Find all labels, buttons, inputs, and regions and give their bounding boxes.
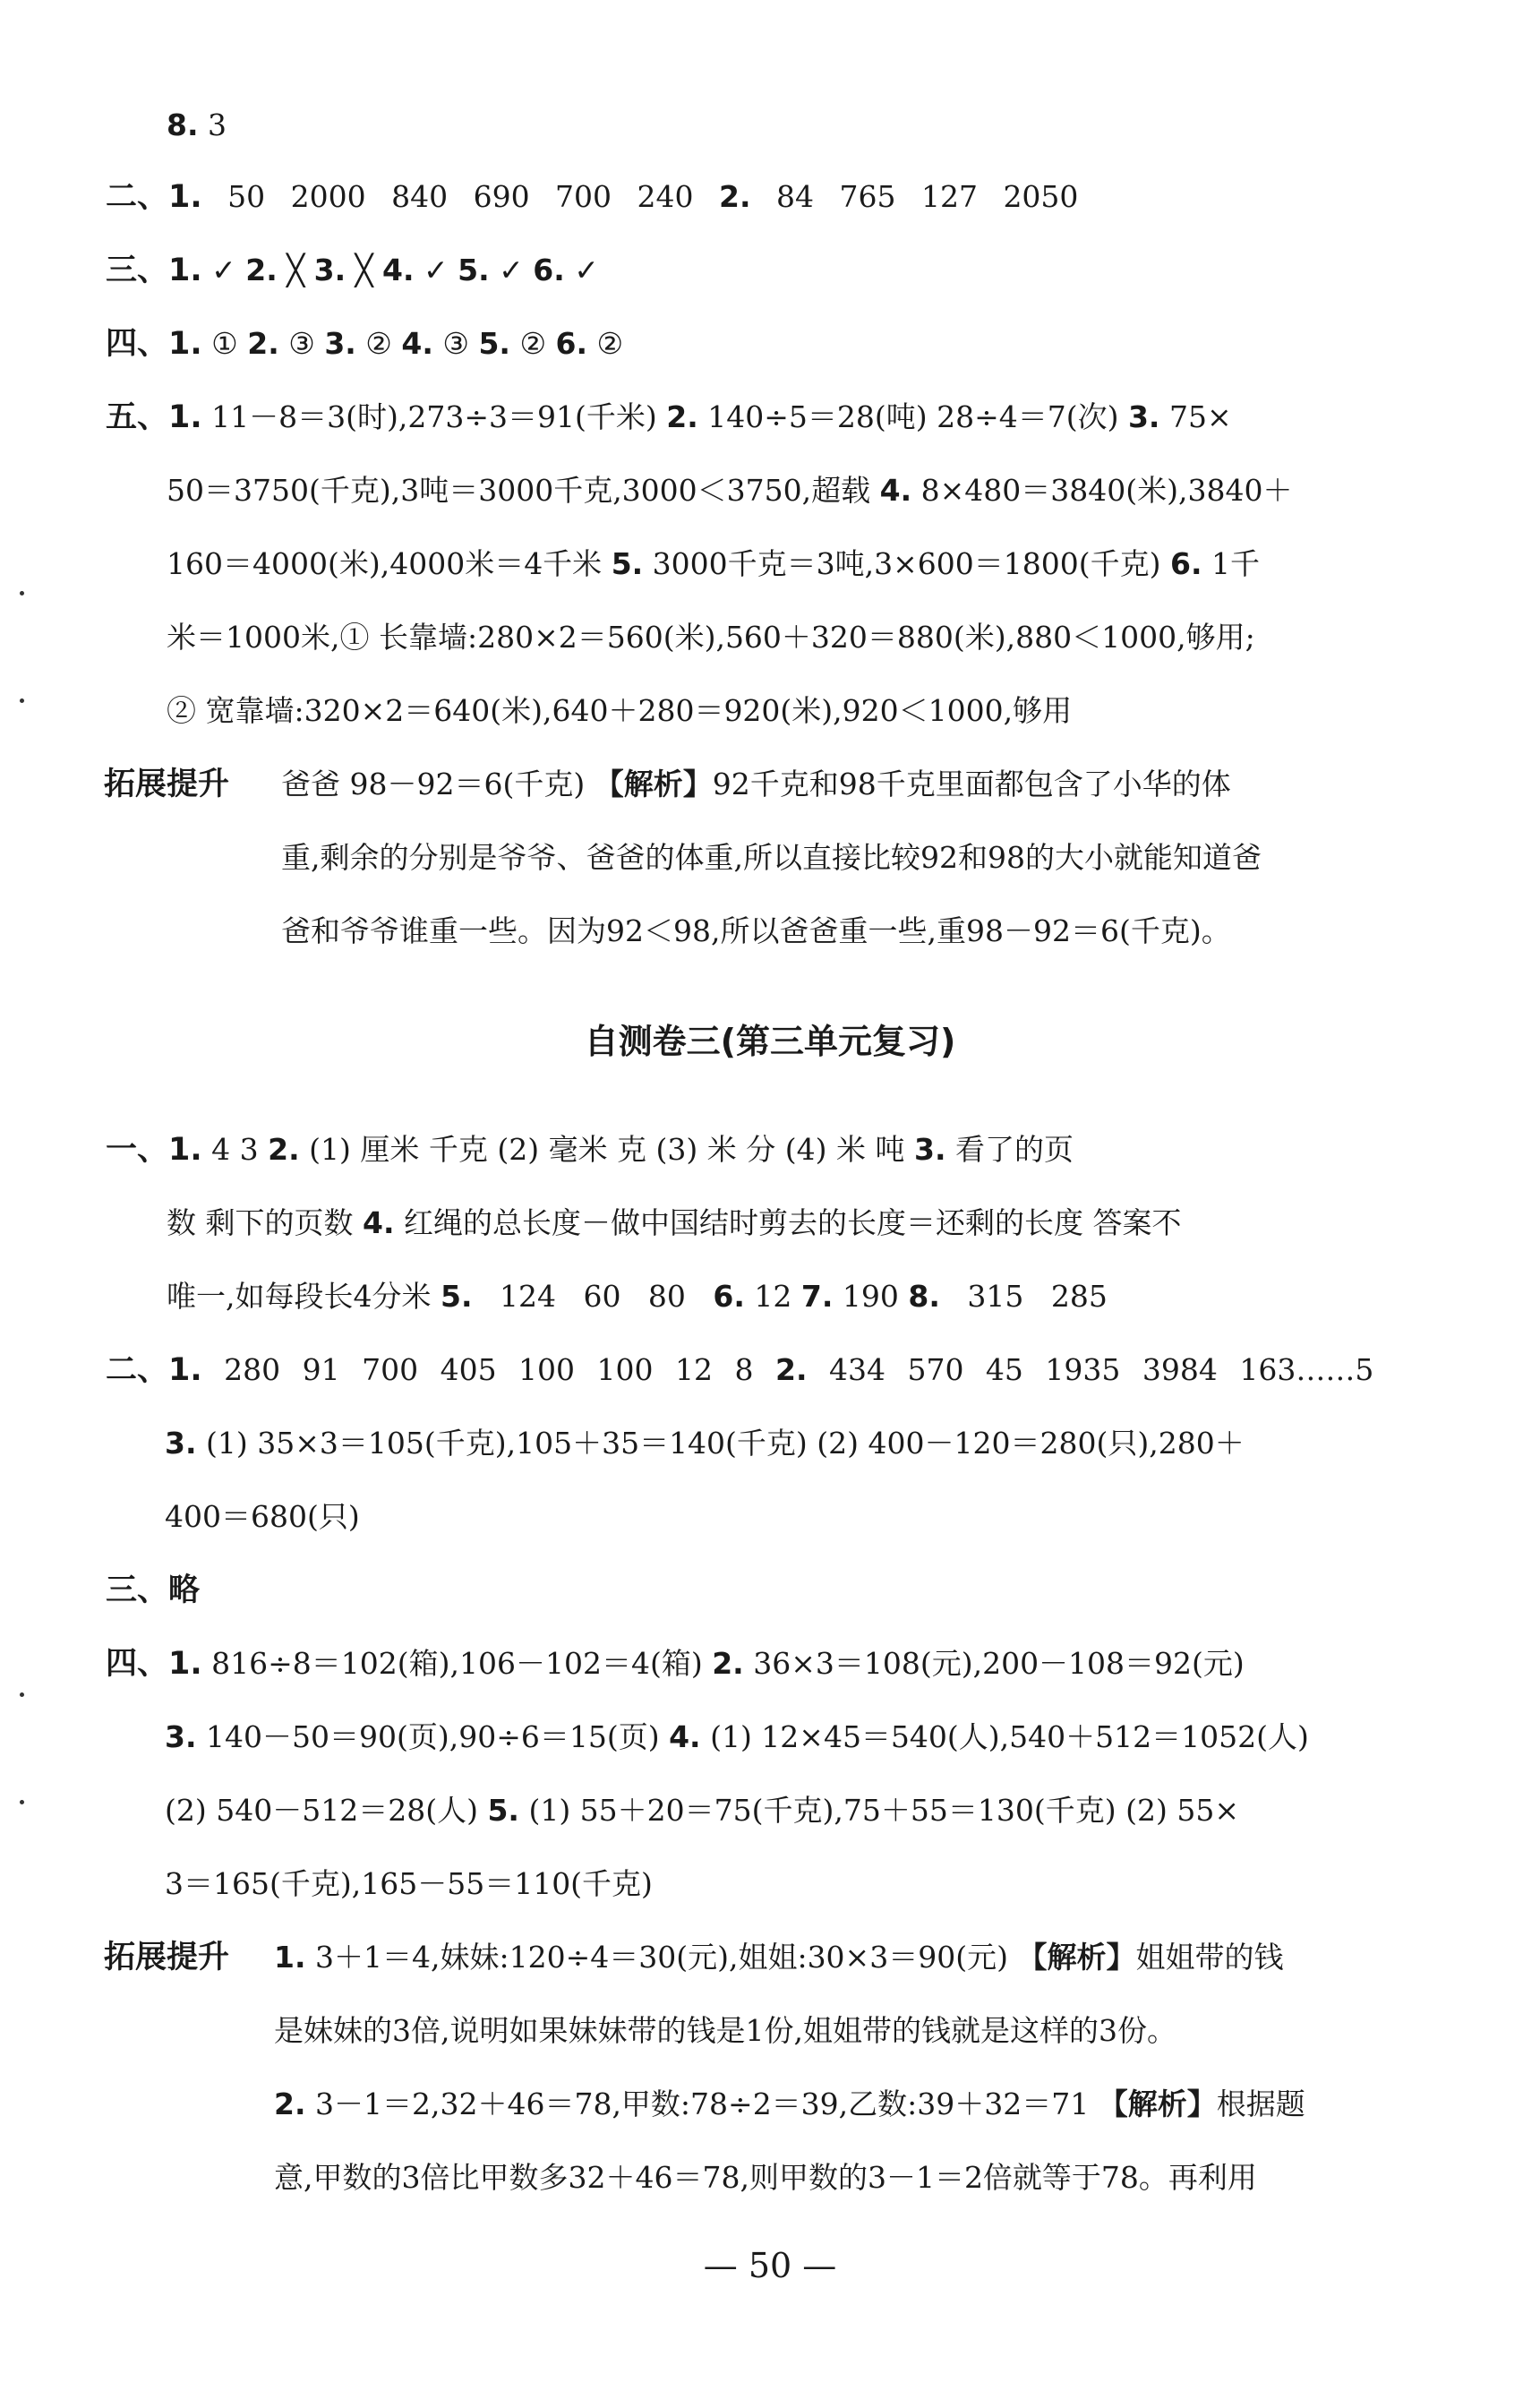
answer-line: (2) 540－512＝28(人) 5. (1) 55＋20＝75(千克),75＋55＝130(千克) (2) 55× <box>165 1793 1239 1828</box>
answer-line: 2. 3－1＝2,32＋46＝78,甲数:78÷2＝39,乙数:39＋32＝71 【解析】根据题 <box>274 2086 1305 2121</box>
answer-line: 3. (1) 35×3＝105(千克),105＋35＝140(千克) (2) 400－120＝280(只),280＋ <box>165 1426 1245 1461</box>
answer-line: 米＝1000米,① 长靠墙:280×2＝560(米),560＋320＝880(米),880＜1000,够用; <box>167 620 1255 655</box>
extension-label: 拓展提升 <box>104 1940 230 1975</box>
answer-line: 50＝3750(千克),3吨＝3000千克,3000＜3750,超载 4. 8×480＝3840(米),3840＋ <box>167 473 1293 508</box>
scan-dot <box>20 1800 24 1804</box>
answer-line: ② 宽靠墙:320×2＝640(米),640＋280＝920(米),920＜1000,够用 <box>167 693 1073 728</box>
answer-line: 三、略 <box>106 1572 201 1608</box>
answer-line: 重,剩余的分别是爷爷、爸爸的体重,所以直接比较92和98的大小就能知道爸 <box>281 840 1262 875</box>
scan-dot <box>20 1692 24 1697</box>
section-title: 自测卷三(第三单元复习) <box>584 1022 956 1061</box>
answer-line: 数 剩下的页数 4. 红绳的总长度－做中国结时剪去的长度＝还剩的长度 答案不 <box>167 1205 1182 1240</box>
answer-line: 四、1. ① 2. ③ 3. ② 4. ③ 5. ② 6. ② <box>106 326 624 362</box>
answer-line: 3＝165(千克),165－55＝110(千克) <box>165 1866 653 1901</box>
answer-line: 160＝4000(米),4000米＝4千米 5. 3000千克＝3吨,3×600＝1800(千克) 6. 1千 <box>167 546 1260 581</box>
answer-line: 3. 140－50＝90(页),90÷6＝15(页) 4. (1) 12×45＝540(人),540＋512＝1052(人) <box>165 1719 1309 1754</box>
answer-line: 五、1. 11－8＝3(时),273÷3＝91(千米) 2. 140÷5＝28(吨) 28÷4＝7(次) 3. 75× <box>106 399 1232 435</box>
answer-line: 唯一,如每段长4分米 5. 124 60 80 6. 12 7. 190 8. 315 285 <box>167 1279 1108 1314</box>
answer-line: 三、1. ✓ 2. ╳ 3. ╳ 4. ✓ 5. ✓ 6. ✓ <box>106 253 599 288</box>
answer-line: 1. 3＋1＝4,妹妹:120÷4＝30(元),姐姐:30×3＝90(元) 【解析】姐姐带的钱 <box>274 1940 1284 1975</box>
answer-line: 二、1. 50 2000 840 690 700 240 2. 84 765 127 2050 <box>106 179 1079 215</box>
page-number: — 50 — <box>703 2246 837 2285</box>
answer-line: 意,甲数的3倍比甲数多32＋46＝78,则甲数的3－1＝2倍就等于78。再利用 <box>274 2160 1257 2195</box>
extension-label: 拓展提升 <box>104 767 230 802</box>
answer-line: 爸爸 98－92＝6(千克) 【解析】92千克和98千克里面都包含了小华的体 <box>281 767 1231 801</box>
answer-line: 是妹妹的3倍,说明如果妹妹带的钱是1份,姐姐带的钱就是这样的3份。 <box>274 2013 1176 2048</box>
answer-line: 400＝680(只) <box>165 1499 360 1534</box>
answer-line: 四、1. 816÷8＝102(箱),106－102＝4(箱) 2. 36×3＝108(元),200－108＝92(元) <box>106 1646 1245 1682</box>
answer-line: 二、1. 280 91 700 405 100 100 12 8 2. 434 570 45 1935 3984 163……5 <box>106 1352 1374 1388</box>
scan-dot <box>20 591 24 596</box>
answer-line: 一、1. 4 3 2. (1) 厘米 千克 (2) 毫米 克 (3) 米 分 (4) 米 吨 3. 看了的页 <box>106 1132 1074 1168</box>
answer-line: 爸和爷爷谁重一些。因为92＜98,所以爸爸重一些,重98－92＝6(千克)。 <box>281 913 1231 948</box>
scan-dot <box>20 698 24 703</box>
answer-line: 8. 3 <box>167 107 227 142</box>
